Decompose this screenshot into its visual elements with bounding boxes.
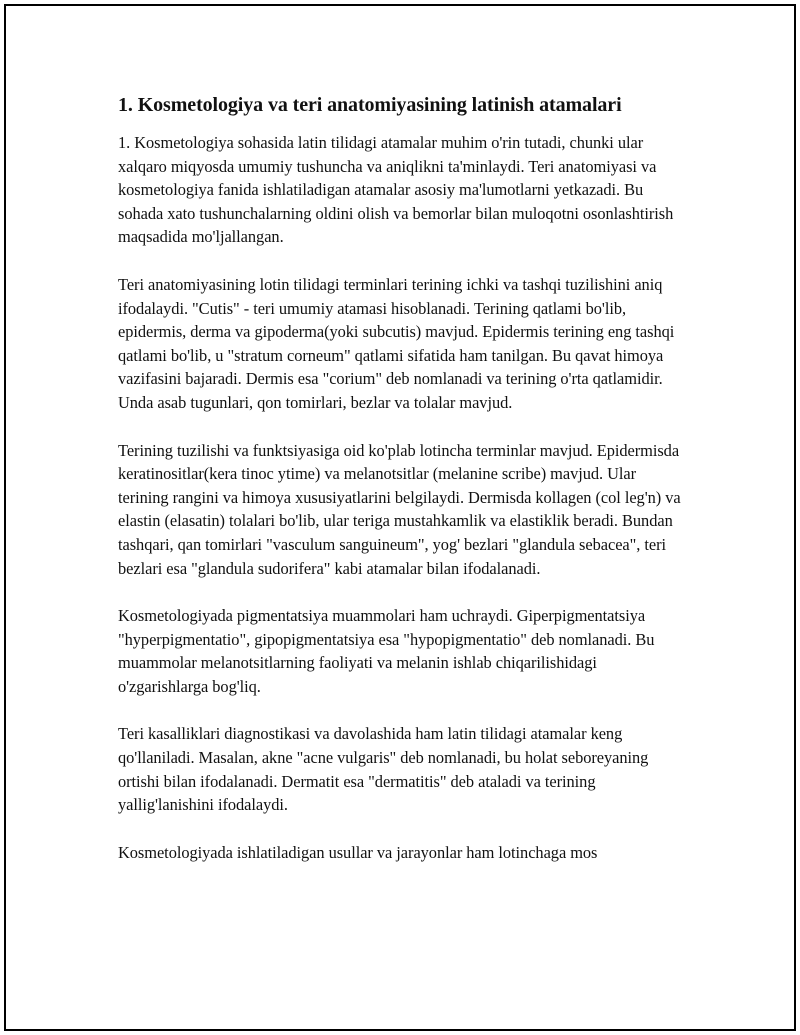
paragraph-5: Teri kasalliklari diagnostikasi va davolashida ham latin tilidagi atamalar keng qo'llaniladi. Masalan, akne "acne vulgaris" deb nomlanadi, bu holat seboreyaning ortishi bilan ifodalanadi. Dermatit esa "dermatitis" deb ataladi va terining yallig'lanishini ifodalaydi. — [118, 724, 649, 815]
paragraph-1: 1. Kosmetologiya sohasida latin tilidagi atamalar muhim o'rin tutadi, chunki ular xalqaro miqyosda umumiy tushuncha va aniqlikni ta'minlaydi. Teri anatomiyasi va kosmetologiya fanida ishlatiladigan atamalar asosiy ma'lumotlarni yetkazadi. Bu sohada xato tushunchalarning oldini olish va bemorlar bilan muloqotni osonlashtirish maqsadida mo'ljallangan. — [118, 133, 674, 247]
document-title: 1. Kosmetologiya va teri anatomiyasining latinish atamalari — [118, 94, 622, 116]
paragraph-4: Kosmetologiyada pigmentatsiya muammolari ham uchraydi. Giperpigmentatsiya "hyperpigmentatio", gipopigmentatsiya esa "hypopigmentatio" deb nomlanadi. Bu muammolar melanotsitlarning faoliyati va melanin ishlab chiqarilishidagi o'zgarishlarga bog'liq. — [118, 606, 655, 696]
paragraph-6: Kosmetologiyada ishlatiladigan usullar va jarayonlar ham lotinchaga mos — [118, 842, 598, 862]
paragraph-2: Teri anatomiyasining lotin tilidagi terminlari terining ichki va tashqi tuzilishini aniq ifodalaydi. "Cutis" - teri umumiy atamasi hisoblanadi. Terining qatlami bo'lib, epidermis, derma va gipoderma(yoki subcutis) mavjud. Epidermis terining eng tashqi qatlami bo'lib, u "stratum corneum" qatlami sifatida ham tanilgan. Bu qavat himoya vazifasini bajaradi. Dermis esa "corium" deb nomlanadi va terining o'rta qatlamidir. Unda asab tugunlari, qon tomirlari, bezlar va tolalar mavjud. — [118, 274, 675, 412]
document-body — [118, 92, 688, 888]
paragraph-3: Terining tuzilishi va funktsiyasiga oid ko'plab lotincha terminlar mavjud. Epidermisda keratinositlar(kera tinoc ytime) va melanotsitlar (melanine scribe) mavjud. Ular terining rangini va himoya xususiyatlarini belgilaydi. Dermisda kollagen (col leg'n) va elastin (elasatin) tolalari bo'lib, ular teriga mustahkamlik va elastiklik beradi. Bundan tashqari, qan tomirlari "vasculum sanguineum", yog' bezlari "glandula sebacea", teri bezlari esa "glandula sudorifera" kabi atamalar bilan ifodalanadi. — [118, 440, 681, 578]
